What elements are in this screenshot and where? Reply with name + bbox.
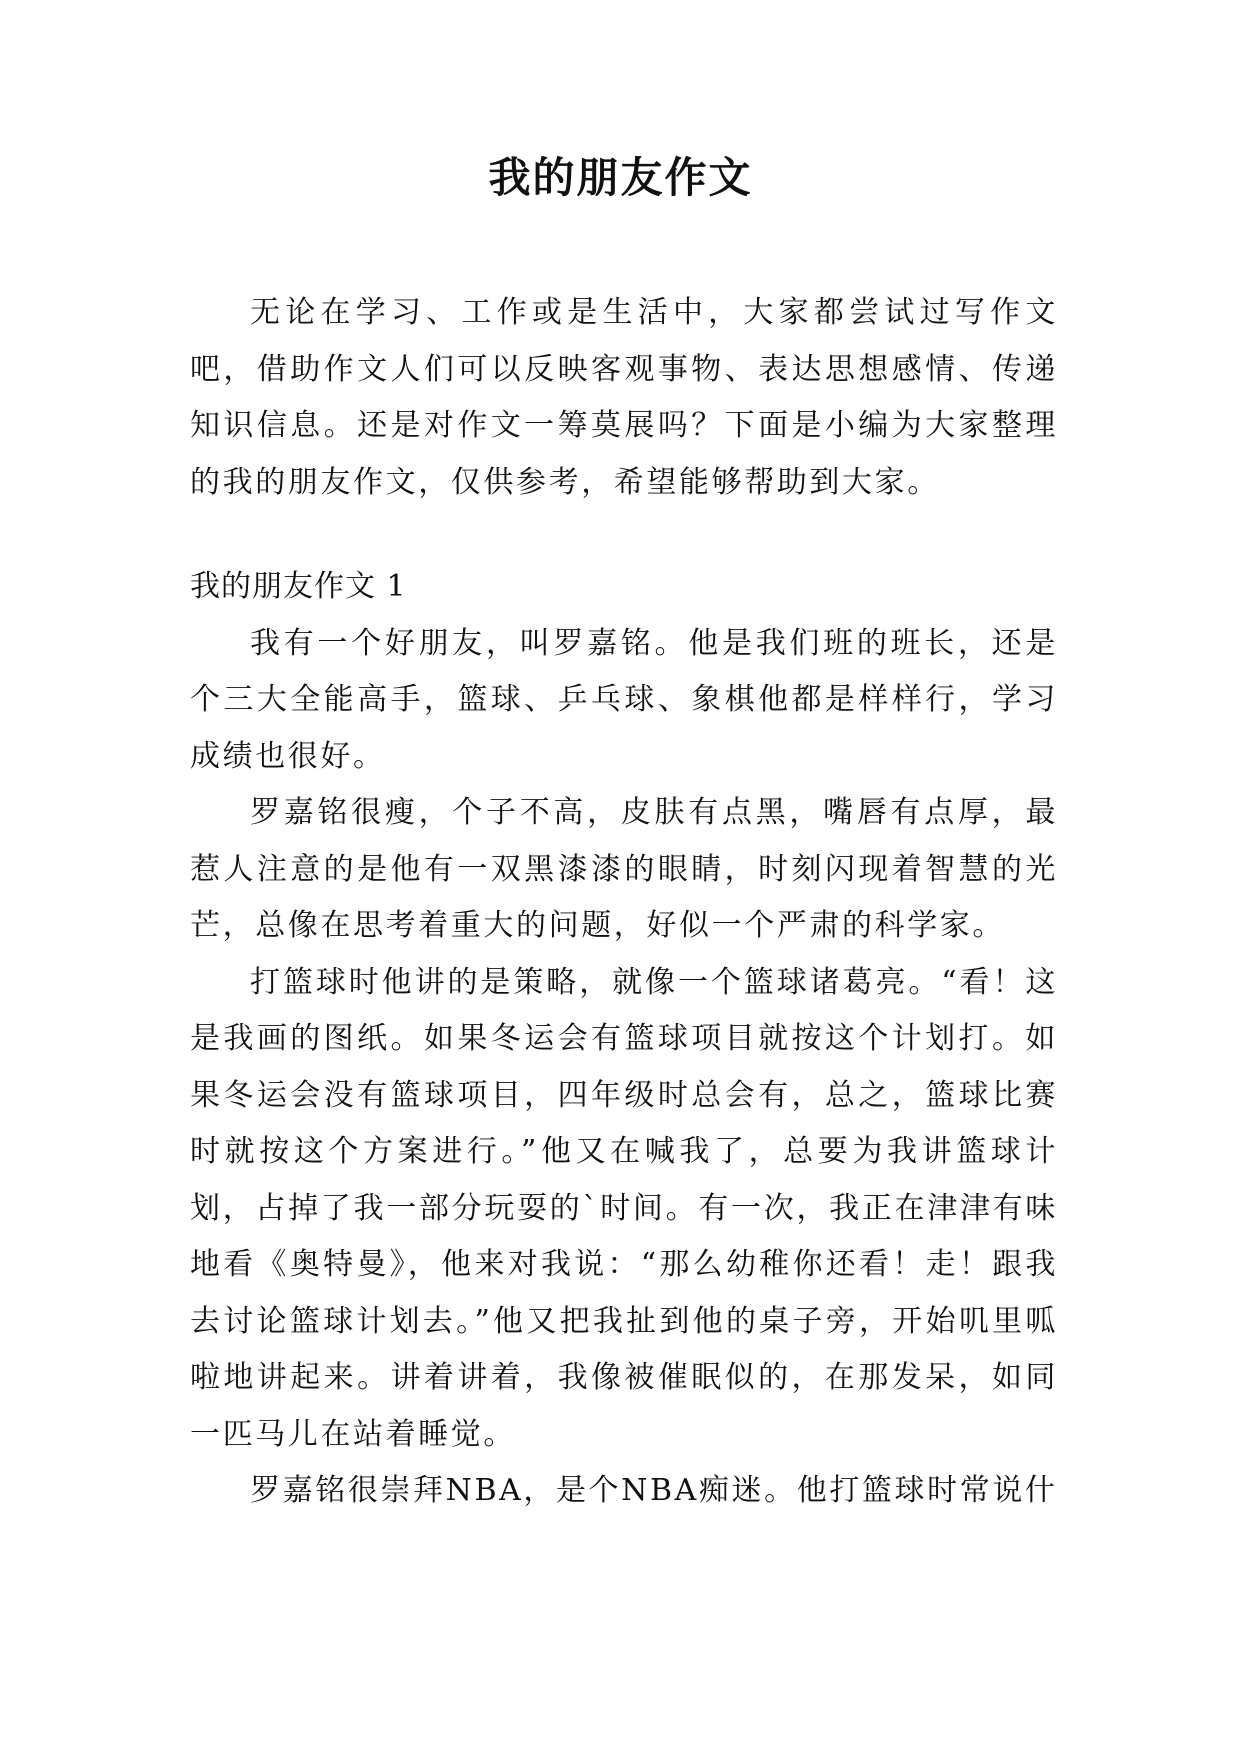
intro-paragraph: 无论在学习、工作或是生活中，大家都尝试过写作文吧，借助作文人们可以反映客观事物、表达思想感情、传递知识信息。还是对作文一筹莫展吗？下面是小编为大家整理的我的朋友作文，仅供参考，希望能够帮助到大家。 xyxy=(190,295,1058,500)
body-paragraph: 罗嘉铭很崇拜NBA，是个NBA痴迷。他打篮球时常说什 xyxy=(250,1473,1058,1508)
body-paragraph: 罗嘉铭很瘦，个子不高，皮肤有点黑，嘴唇有点厚，最惹人注意的是他有一双黑漆漆的眼睛，时刻闪现着智慧的光芒，总像在思考着重大的问题，好似一个严肃的科学家。 xyxy=(190,795,1058,943)
section-heading: 我的朋友作文 1 xyxy=(190,569,407,604)
body-paragraph: 打篮球时他讲的是策略，就像一个篮球诸葛亮。“看！这是我画的图纸。如果冬运会有篮球项目就按这个计划打。如果冬运会没有篮球项目，四年级时总会有，总之，篮球比赛时就按这个方案进行。”他又在喊我了，总要为我讲篮球计划，占掉了我一部分玩耍的`时间。有一次，我正在津津有味地看《奥特曼》，他来对我说：“那么幼稚你还看！走！跟我去讨论篮球计划去。”他又把我扯到他的桌子旁，开始叽里呱啦地讲起来。讲着讲着，我像被催眠似的，在那发呆，如同一匹马儿在站着睡觉。 xyxy=(190,964,1058,1452)
body-paragraph: 我有一个好朋友，叫罗嘉铭。他是我们班的班长，还是个三大全能高手，篮球、乒乓球、象棋他都是样样行，学习成绩也很好。 xyxy=(190,625,1058,774)
document-title: 我的朋友作文 xyxy=(488,153,753,202)
document-body xyxy=(190,285,1058,1520)
